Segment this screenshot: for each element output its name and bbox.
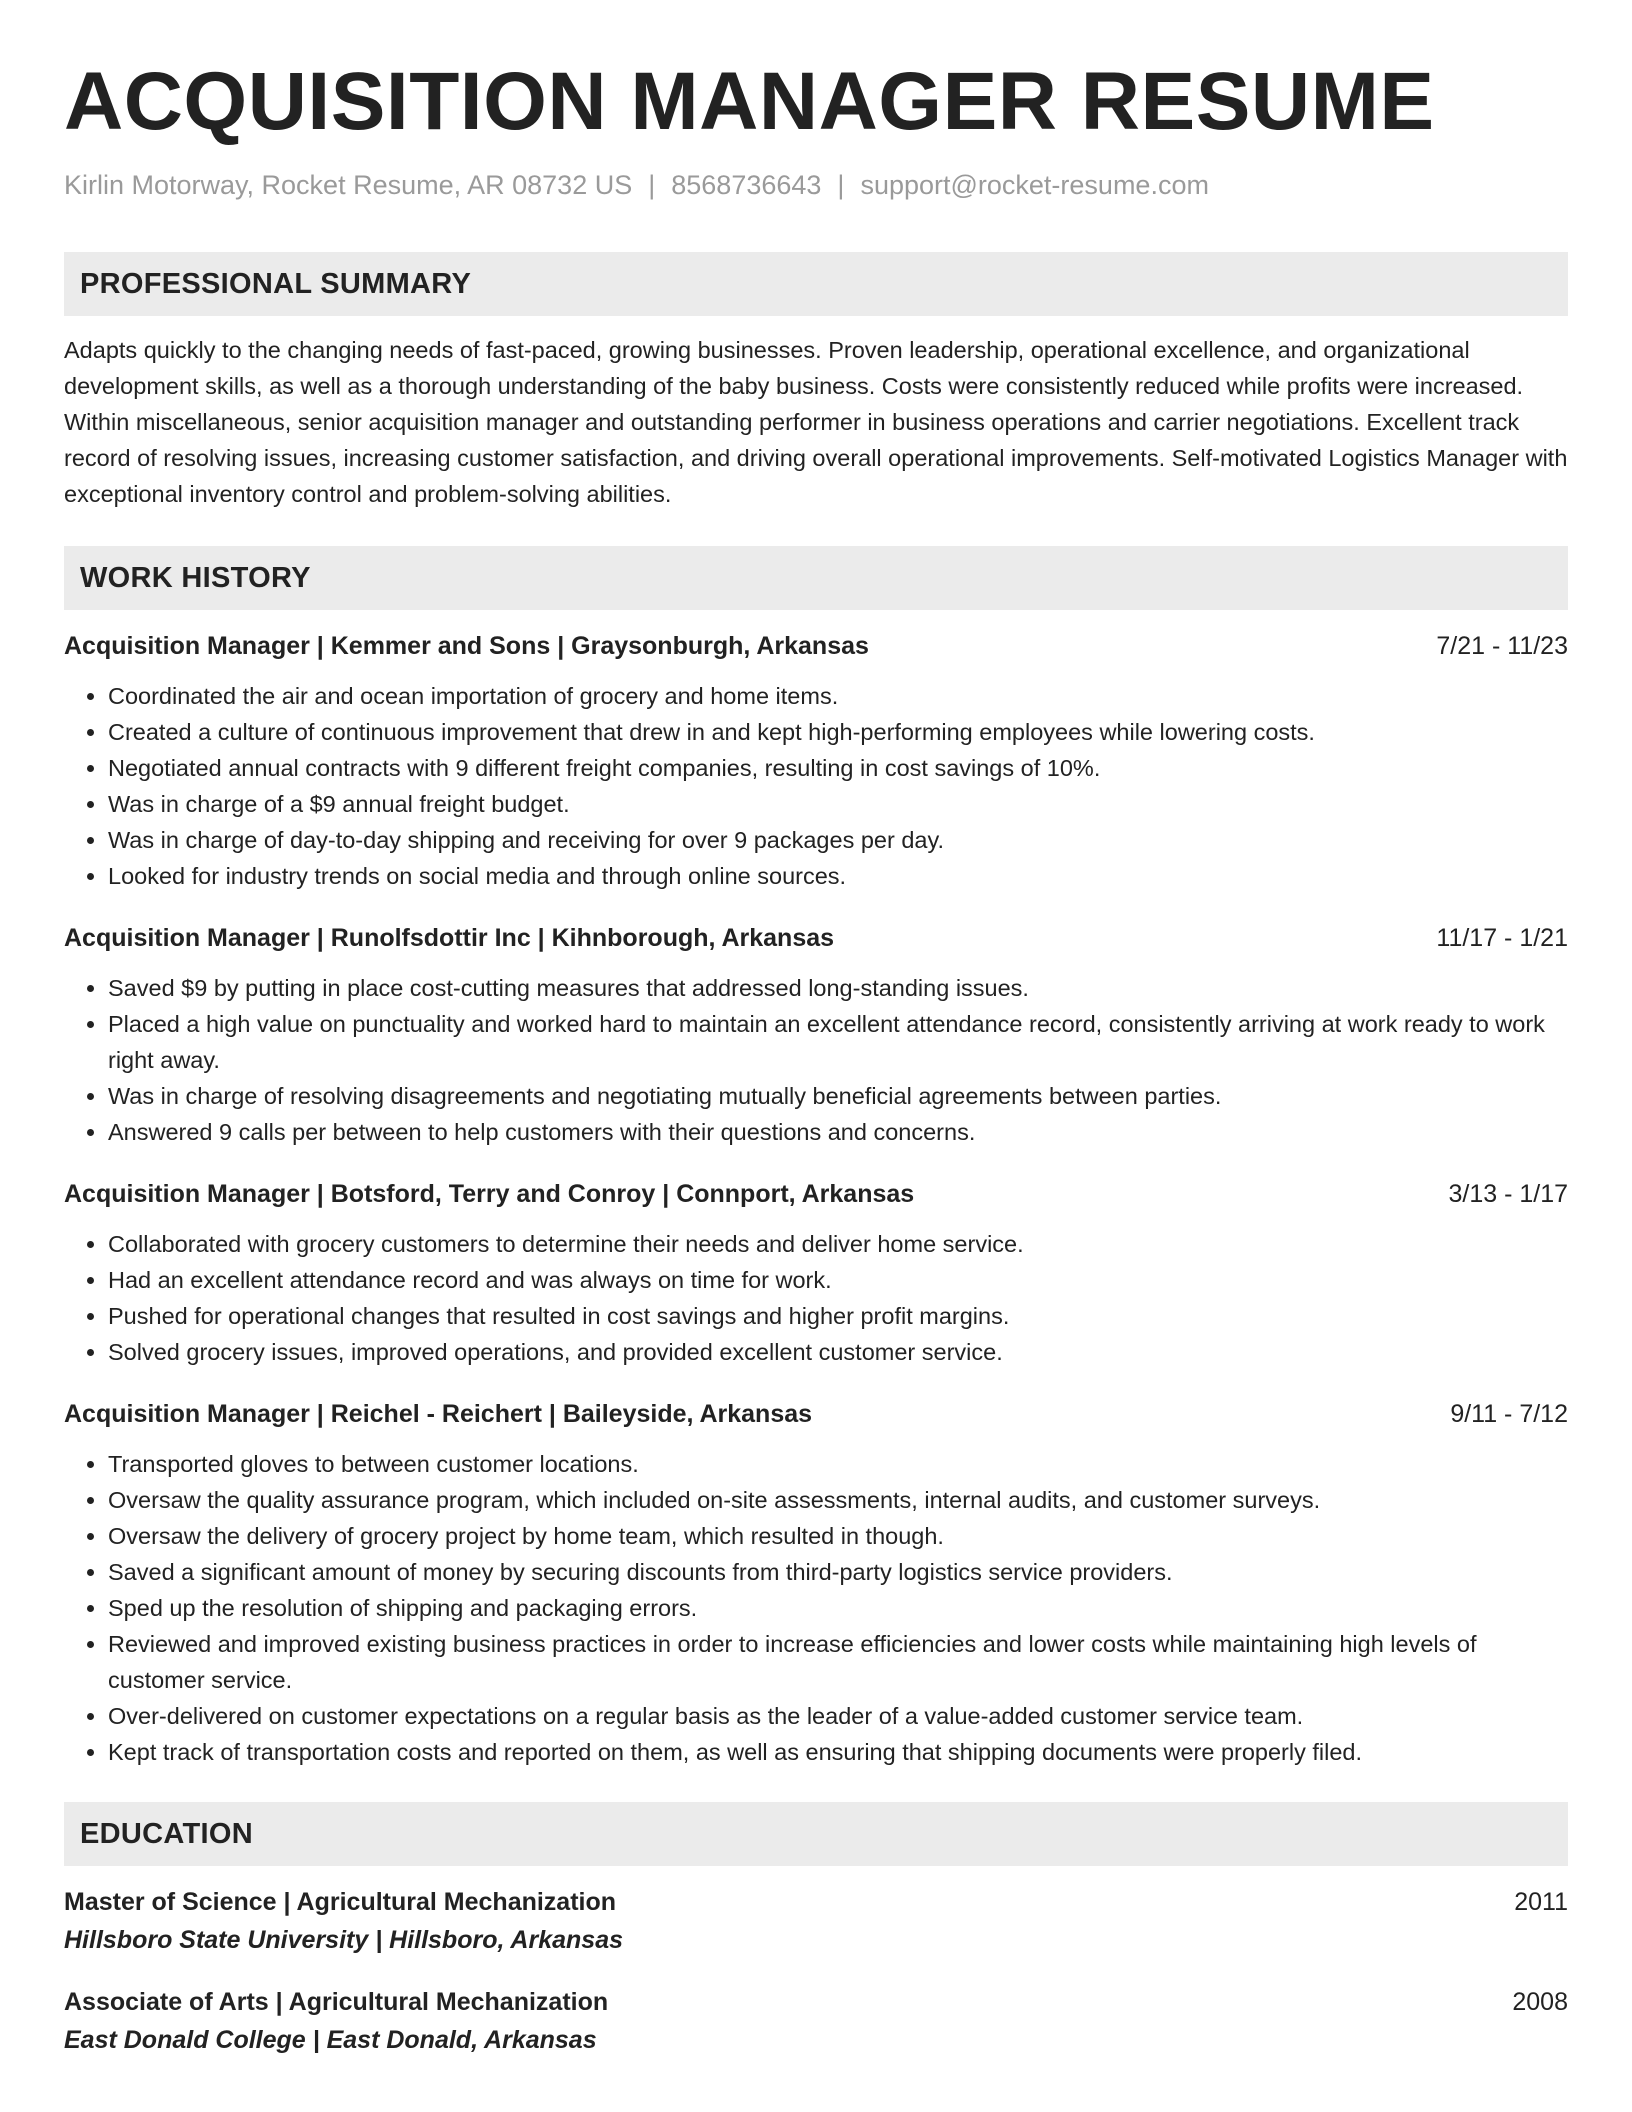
job-bullet: • Over-delivered on customer expectations on a regular basis as the leader of a value-added customer service team. bbox=[108, 1698, 1568, 1734]
job-bullets bbox=[64, 678, 1568, 894]
section-heading-work-history: WORK HISTORY bbox=[64, 546, 1568, 610]
education-entry bbox=[64, 1884, 1568, 1960]
job-bullet: • Was in charge of day-to-day shipping and receiving for over 9 packages per day. bbox=[108, 822, 1568, 858]
job-bullet: • Reviewed and improved existing business practices in order to increase efficiencies and lower costs while maintaining high levels of customer service. bbox=[108, 1626, 1568, 1698]
section-heading-education: EDUCATION bbox=[64, 1802, 1568, 1866]
job-header bbox=[64, 1176, 1568, 1212]
job-bullet: • Was in charge of a $9 annual freight budget. bbox=[108, 786, 1568, 822]
education-year: 2008 bbox=[1512, 1988, 1568, 2016]
education-school: East Donald College | East Donald, Arkansas bbox=[64, 2026, 597, 2054]
section-heading-summary: PROFESSIONAL SUMMARY bbox=[64, 252, 1568, 316]
education-header bbox=[64, 1984, 1568, 2020]
job-dates: 3/13 - 1/17 bbox=[1448, 1180, 1568, 1208]
job-bullet: • Created a culture of continuous improvement that drew in and kept high-performing employees while lowering costs. bbox=[108, 714, 1568, 750]
job-header bbox=[64, 1396, 1568, 1432]
job-bullet: • Collaborated with grocery customers to determine their needs and deliver home service. bbox=[108, 1226, 1568, 1262]
education-year: 2011 bbox=[1514, 1888, 1568, 1916]
contact-separator: | bbox=[648, 170, 656, 200]
job-bullets bbox=[64, 1226, 1568, 1370]
contact-email: support@rocket-resume.com bbox=[860, 170, 1209, 200]
job-title: Acquisition Manager | Reichel - Reichert | Baileyside, Arkansas bbox=[64, 1400, 813, 1428]
job-bullet: • Saved a significant amount of money by securing discounts from third-party logistics service providers. bbox=[108, 1554, 1568, 1590]
job-title: Acquisition Manager | Kemmer and Sons | Graysonburgh, Arkansas bbox=[64, 632, 869, 660]
job-bullet: • Transported gloves to between customer locations. bbox=[108, 1446, 1568, 1482]
job-dates: 9/11 - 7/12 bbox=[1450, 1400, 1568, 1428]
job-title: Acquisition Manager | Runolfsdottir Inc | Kihnborough, Arkansas bbox=[64, 924, 835, 952]
job-bullet: • Looked for industry trends on social media and through online sources. bbox=[108, 858, 1568, 894]
job-bullets bbox=[64, 1446, 1568, 1770]
job-bullet: • Answered 9 calls per between to help customers with their questions and concerns. bbox=[108, 1114, 1568, 1150]
summary-text: Adapts quickly to the changing needs of fast-paced, growing businesses. Proven leadership, operational excellence, and organizational development skills, as well as a thorough understanding of the baby business. Costs were consistently reduced while profits were increased. Within miscellaneous, senior acquisition manager and outstanding performer in business operations and carrier negotiations. Excellent track record of resolving issues, increasing customer satisfaction, and driving overall operational improvements. Self-motivated Logistics Manager with exceptional inventory control and problem-solving abilities. bbox=[64, 337, 1568, 507]
job-entry bbox=[64, 920, 1568, 1150]
education-school: Hillsboro State University | Hillsboro, Arkansas bbox=[64, 1926, 624, 1954]
contact-separator: | bbox=[837, 170, 845, 200]
job-entry bbox=[64, 1396, 1568, 1770]
education-degree: Associate of Arts | Agricultural Mechanization bbox=[64, 1988, 609, 2016]
resume-title: ACQUISITION MANAGER RESUME bbox=[64, 56, 1435, 147]
job-header bbox=[64, 920, 1568, 956]
education-entry bbox=[64, 1984, 1568, 2060]
job-bullet: • Solved grocery issues, improved operations, and provided excellent customer service. bbox=[108, 1334, 1568, 1370]
education-header bbox=[64, 1884, 1568, 1920]
job-bullet: • Negotiated annual contracts with 9 different freight companies, resulting in cost savings of 10%. bbox=[108, 750, 1568, 786]
contact-address: Kirlin Motorway, Rocket Resume, AR 08732 US bbox=[64, 170, 633, 200]
job-bullet: • Oversaw the delivery of grocery project by home team, which resulted in though. bbox=[108, 1518, 1568, 1554]
job-entry bbox=[64, 1176, 1568, 1370]
contact-line bbox=[64, 168, 1568, 202]
job-entry bbox=[64, 628, 1568, 894]
job-title: Acquisition Manager | Botsford, Terry and Conroy | Connport, Arkansas bbox=[64, 1180, 915, 1208]
education-degree: Master of Science | Agricultural Mechanization bbox=[64, 1888, 617, 1916]
job-header bbox=[64, 628, 1568, 664]
job-dates: 7/21 - 11/23 bbox=[1436, 632, 1568, 660]
job-bullet: • Placed a high value on punctuality and worked hard to maintain an excellent attendance record, consistently arriving at work ready to work right away. bbox=[108, 1006, 1568, 1078]
job-bullet: • Kept track of transportation costs and reported on them, as well as ensuring that shipping documents were properly filed. bbox=[108, 1734, 1568, 1770]
job-dates: 11/17 - 1/21 bbox=[1436, 924, 1568, 952]
job-bullet: • Was in charge of resolving disagreements and negotiating mutually beneficial agreements between parties. bbox=[108, 1078, 1568, 1114]
job-bullet: • Coordinated the air and ocean importation of grocery and home items. bbox=[108, 678, 1568, 714]
job-bullets bbox=[64, 970, 1568, 1150]
job-bullet: • Pushed for operational changes that resulted in cost savings and higher profit margins. bbox=[108, 1298, 1568, 1334]
job-bullet: • Sped up the resolution of shipping and packaging errors. bbox=[108, 1590, 1568, 1626]
job-bullet: • Had an excellent attendance record and was always on time for work. bbox=[108, 1262, 1568, 1298]
job-bullet: • Saved $9 by putting in place cost-cutting measures that addressed long-standing issues. bbox=[108, 970, 1568, 1006]
contact-phone: 8568736643 bbox=[671, 170, 822, 200]
job-bullet: • Oversaw the quality assurance program, which included on-site assessments, internal audits, and customer surveys. bbox=[108, 1482, 1568, 1518]
